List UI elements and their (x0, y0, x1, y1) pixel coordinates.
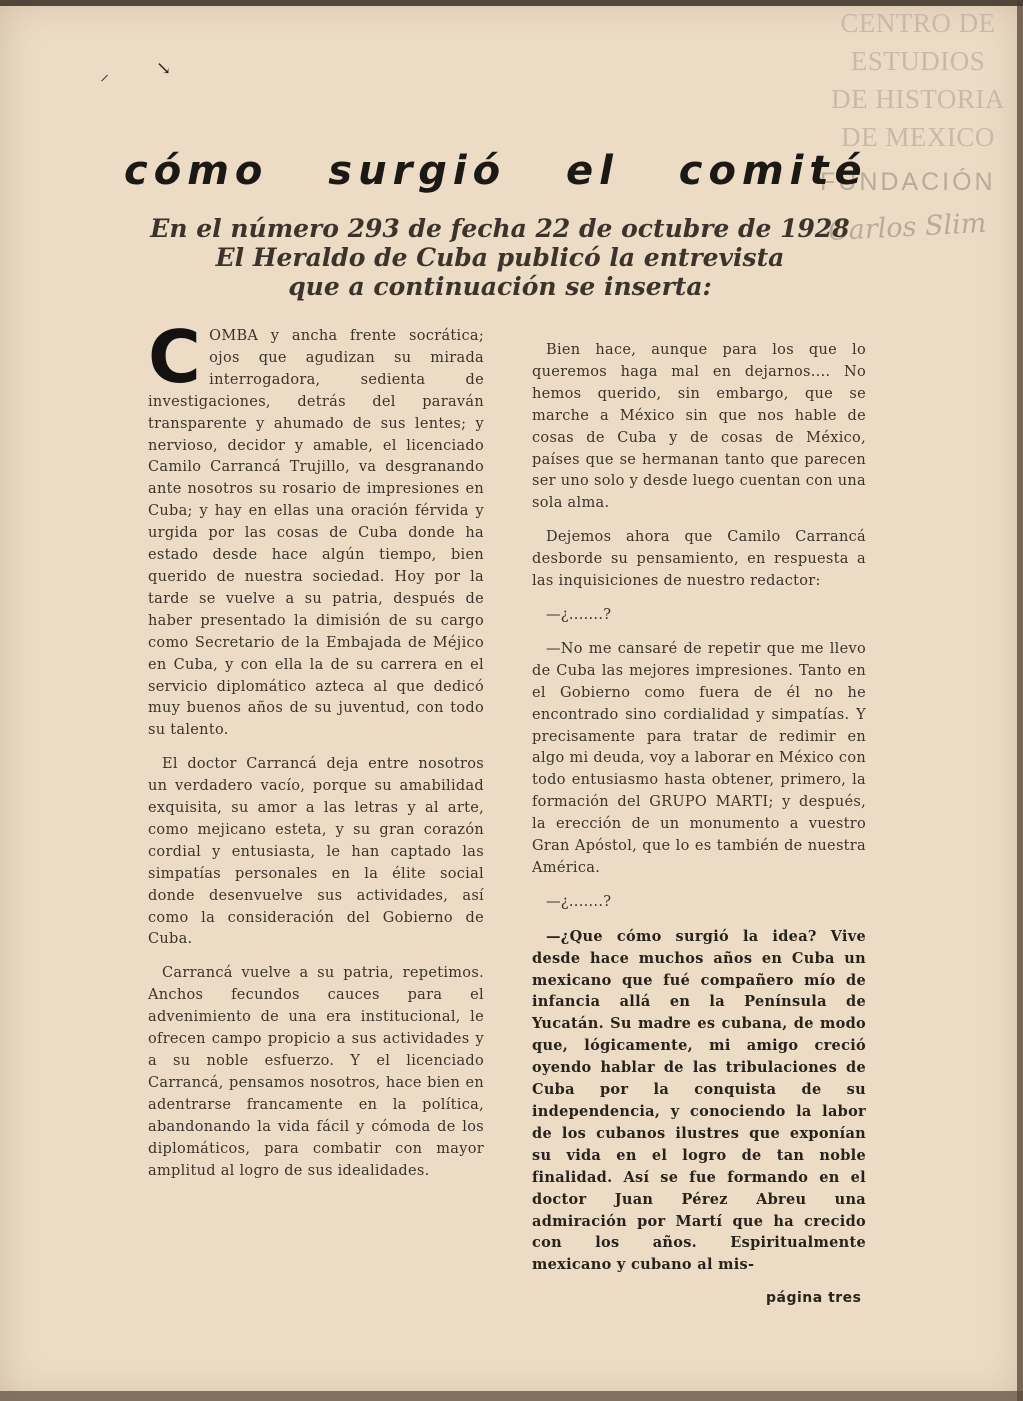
subhead-line: En el número 293 de fecha 22 de octubre de 1928 (150, 214, 850, 243)
paragraph: Dejemos ahora que Camilo Carrancá desborde su pensamiento, en respuesta a las inquisiciones de nuestro redactor: (532, 529, 866, 590)
watermark-signature: Carlos Slim (827, 207, 988, 248)
paragraph: El doctor Carrancá deja entre nosotros un verdadero vacío, porque su amabilidad exquisita, su amor a las letras y al arte, como mejicano esteta, y su gran corazón cordial y entusiasta, le han captado las simpatías personales en la élite social donde desenvuelve sus actividades, así como la consideración del Gobierno de Cuba. (148, 756, 484, 948)
watermark-line: CENTRO DE (840, 8, 996, 38)
paragraph-text: OMBA y ancha frente socrática; ojos que agudizan su mirada interrogadora, sedienta de investigaciones, detrás del paraván transparente y ahumado de sus lentes; y nervioso, decidor y amable, el licenciado Camilo Carrancá Trujillo, va desgranando ante nosotros su rosario de impresiones en Cuba; y hay en ellas una oración férvida y urgida por las cosas de Cuba donde ha estado desde hace algún tiempo, bien querido de nuestra sociedad. Hoy por la tarde se vuelve a su patria, después de haber presentado la dimisión de su cargo como Secretario de la Embajada de Méjico en Cuba, y con ella la de su carrera en el servicio diplomático azteca al que dedicó muy buenos años de su juventud, con todo su talento. (148, 328, 484, 739)
paragraph: —No me cansaré de repetir que me llevo de Cuba las mejores impresiones. Tanto en el Gobierno como fuera de él no he encontrado sino cordialidad y simpatías. Y precisamente para tratar de redimir en algo mi deuda, voy a laborar en México con todo entusiasmo hasta obtener, primero, la formación del GRUPO MARTI; y después, la erección de un monumento a vuestro Gran Apóstol, que lo es también de nuestra América. (532, 640, 866, 876)
drop-cap: C (148, 315, 202, 399)
scan-speck: ⸝ (100, 64, 109, 85)
paragraph: —¿Que cómo surgió la idea? Vive desde hace muchos años en Cuba un mexicano que fué compañero mío de infancia allá en la Península de Yucatán. Su madre es cubana, de modo que, lógicamente, mi amigo creció oyendo hablar de las tribulaciones de Cuba por la conquista de su independencia, y conociendo la labor de los cubanos ilustres que exponían su vida en el logro de tan noble finalidad. Así se fue formando en el doctor Juan Pérez Abreu una admiración por Martí que ha crecido con los años. Espiritualmente mexicano y cubano al mis- (532, 927, 866, 1274)
page-number-label: página tres (766, 1290, 862, 1306)
paragraph (148, 315, 484, 742)
watermark-fundacion: FUNDACIÓN (820, 168, 996, 196)
question-mark-line: —¿.......? (546, 893, 612, 910)
question-mark-line: —¿.......? (546, 606, 612, 623)
article-subhead (120, 214, 880, 301)
scan-edge-right (1017, 0, 1023, 1401)
right-column (532, 340, 866, 1288)
scan-speck: ↘ (156, 58, 172, 79)
archive-watermark (818, 4, 1018, 156)
left-column (148, 315, 484, 1194)
subhead-line: El Heraldo de Cuba publicó la entrevista (215, 243, 785, 272)
paragraph: Carrancá vuelve a su patria, repetimos. Anchos fecundos cauces para el advenimiento de una era institucional, le ofrecen campo propicio a sus actividades y a su noble esfuerzo. Y el licenciado Carrancá, pensamos nosotros, hace bien en adentrarse francamente en la política, abandonando la vida fácil y cómoda de los diplomáticos, para combatir con mayor amplitud al logro de sus idealidades. (148, 965, 484, 1179)
watermark-line: DE HISTORIA (831, 84, 1005, 114)
subhead-line: que a continuación se inserta: (288, 272, 712, 301)
article-headline: cómo surgió el comité (124, 148, 868, 194)
paragraph: Bien hace, aunque para los que lo queremos haga mal en dejarnos.... No hemos querido, sin embargo, que se marche a México sin que nos hable de cosas de Cuba y de cosas de México, países que se hermanan tanto que parecen ser uno solo y desde luego cuentan con una sola alma. (532, 342, 866, 512)
scan-edge-bottom (0, 1391, 1023, 1401)
watermark-line: ESTUDIOS (850, 46, 986, 76)
watermark-line: DE MEXICO (841, 122, 995, 152)
